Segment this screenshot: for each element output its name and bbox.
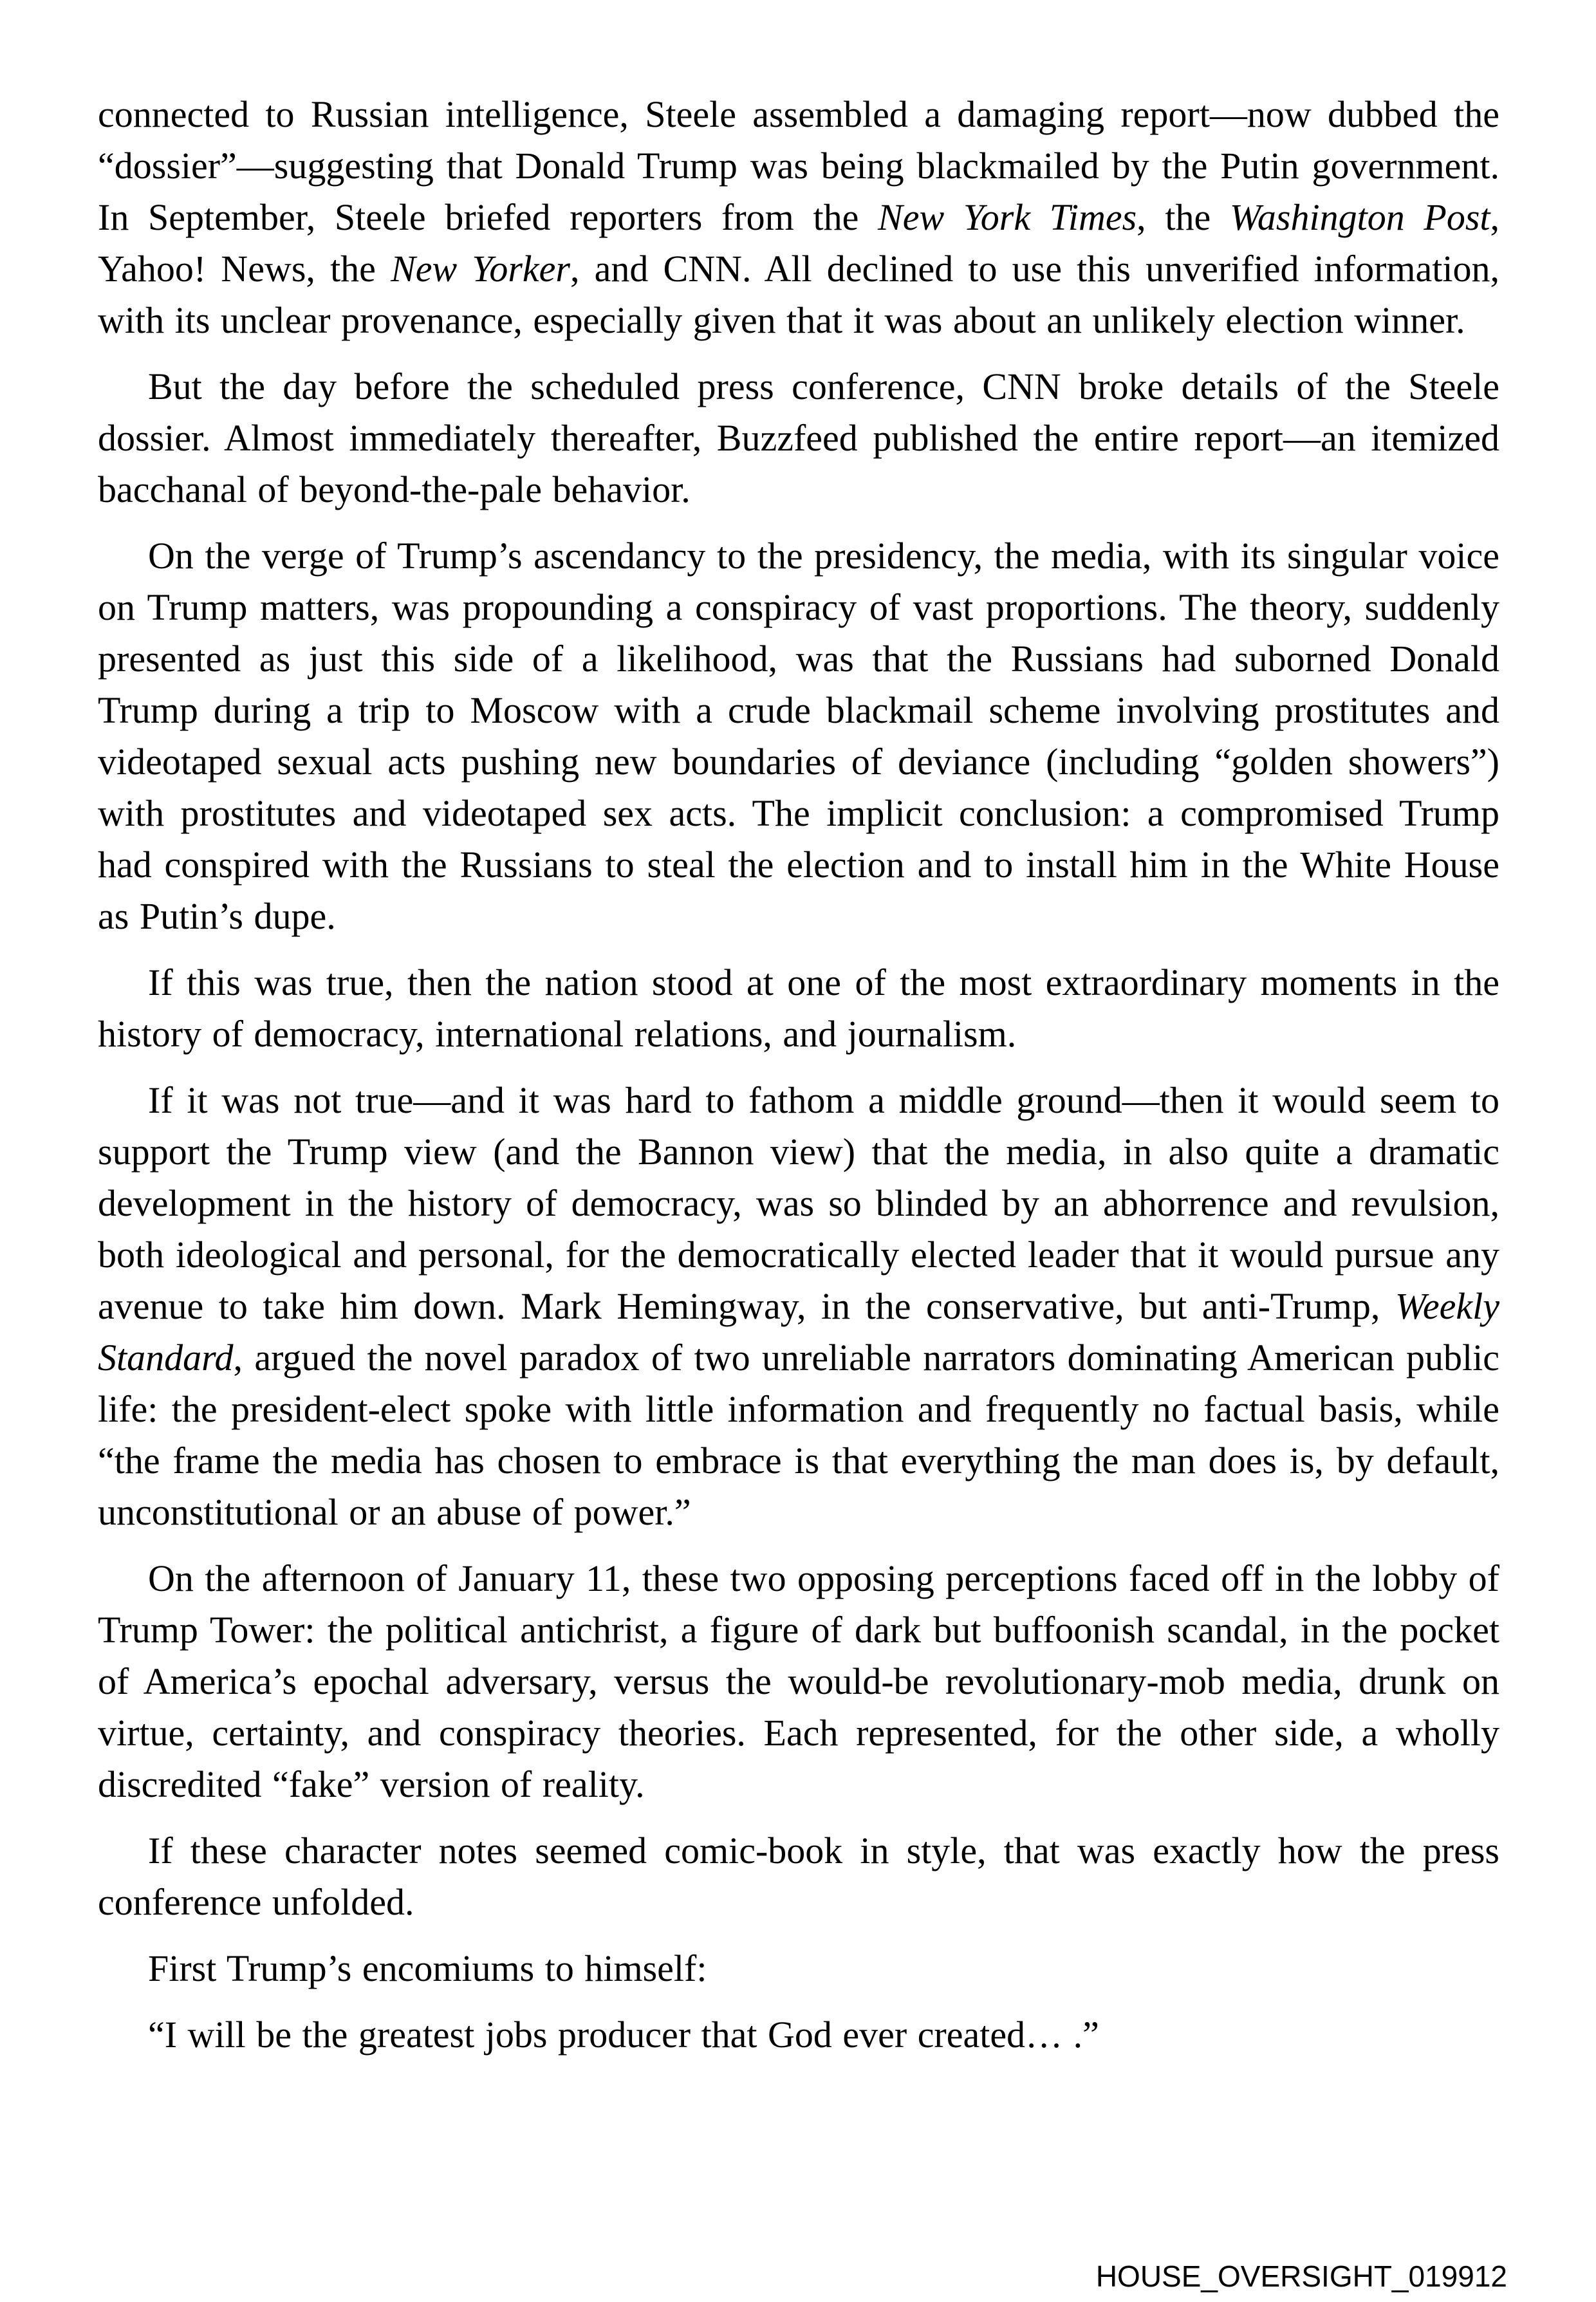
text-run: connected to Russian intelligence, Steele assembled a damaging report—now dubbed the “dossier”—suggesting that Donald Trump was being blackmailed by the Putin government. In September, Steele briefed reporters from the: [98, 93, 1499, 238]
text-run: , the: [1137, 196, 1230, 238]
text-run: But the day before the scheduled press conference, CNN broke details of the Steele dossier. Almost immediately thereafter, Buzzfeed published the entire report—an itemized bacchanal of beyond-the-pale behavior.: [98, 366, 1499, 510]
paragraph-5: [98, 1075, 1499, 1538]
paragraph-2: [98, 361, 1499, 515]
text-run: If it was not true—and it was hard to fathom a middle ground—then it would seem to support the Trump view (and the Bannon view) that the media, in also quite a dramatic development in the history of democracy, was so blinded by an abhorrence and revulsion, both ideological and personal, for the democratically elected leader that it would pursue any avenue to take him down. Mark Hemingway, in the conservative, but anti-Trump,: [98, 1079, 1499, 1327]
text-run: , and CNN. All declined to use this unverified information, with its unclear provenance, especially given that it was about an unlikely election winner.: [98, 248, 1499, 341]
text-run: First Trump’s encomiums to himself:: [148, 1947, 707, 1989]
paragraph-4: [98, 957, 1499, 1060]
paragraph-7: [98, 1825, 1499, 1928]
paragraph-9: [98, 2009, 1499, 2061]
text-run: , argued the novel paradox of two unreliable narrators dominating American public life: the president-elect spoke with little information and frequently no factual basis, while “the frame the media has chosen to embrace is that everything the man does is, by default, unconstitutional or an abuse of power.”: [98, 1337, 1499, 1533]
text-run: , Yahoo! News, the: [98, 196, 1500, 290]
text-run: “I will be the greatest jobs producer that God ever created… .”: [148, 2014, 1099, 2056]
text-run: On the afternoon of January 11, these two opposing perceptions faced off in the lobby of Trump Tower: the political antichrist, a figure of dark but buffoonish scandal, in the pocket of America’s epochal adversary, versus the would-be revolutionary-mob media, drunk on virtue, certainty, and conspiracy theories. Each represented, for the other side, a wholly discredited “fake” version of reality.: [98, 1557, 1499, 1805]
paragraph-6: [98, 1553, 1499, 1810]
text-run-italic: New Yorker: [391, 248, 570, 290]
text-run-italic: Washington Post: [1229, 196, 1490, 238]
page-body-text: [98, 89, 1499, 2075]
text-run: If these character notes seemed comic-book in style, that was exactly how the press conference unfolded.: [98, 1830, 1499, 1923]
paragraph-1: [98, 89, 1499, 346]
text-run: On the verge of Trump’s ascendancy to the presidency, the media, with its singular voice on Trump matters, was propounding a conspiracy of vast proportions. The theory, suddenly presented as just this side of a likelihood, was that the Russians had suborned Donald Trump during a trip to Moscow with a crude blackmail scheme involving prostitutes and videotaped sexual acts pushing new boundaries of deviance (including “golden showers”) with prostitutes and videotaped sex acts. The implicit conclusion: a compromised Trump had conspired with the Russians to steal the election and to install him in the White House as Putin’s dupe.: [98, 535, 1499, 937]
paragraph-3: [98, 530, 1499, 942]
text-run-italic: Weekly Standard: [98, 1285, 1499, 1378]
text-run: If this was true, then the nation stood at one of the most extraordinary moments in the history of democracy, international relations, and journalism.: [98, 961, 1499, 1055]
bates-stamp: HOUSE_OVERSIGHT_019912: [1095, 2260, 1507, 2293]
paragraph-8: [98, 1943, 1499, 1994]
text-run-italic: New York Times: [878, 196, 1137, 238]
